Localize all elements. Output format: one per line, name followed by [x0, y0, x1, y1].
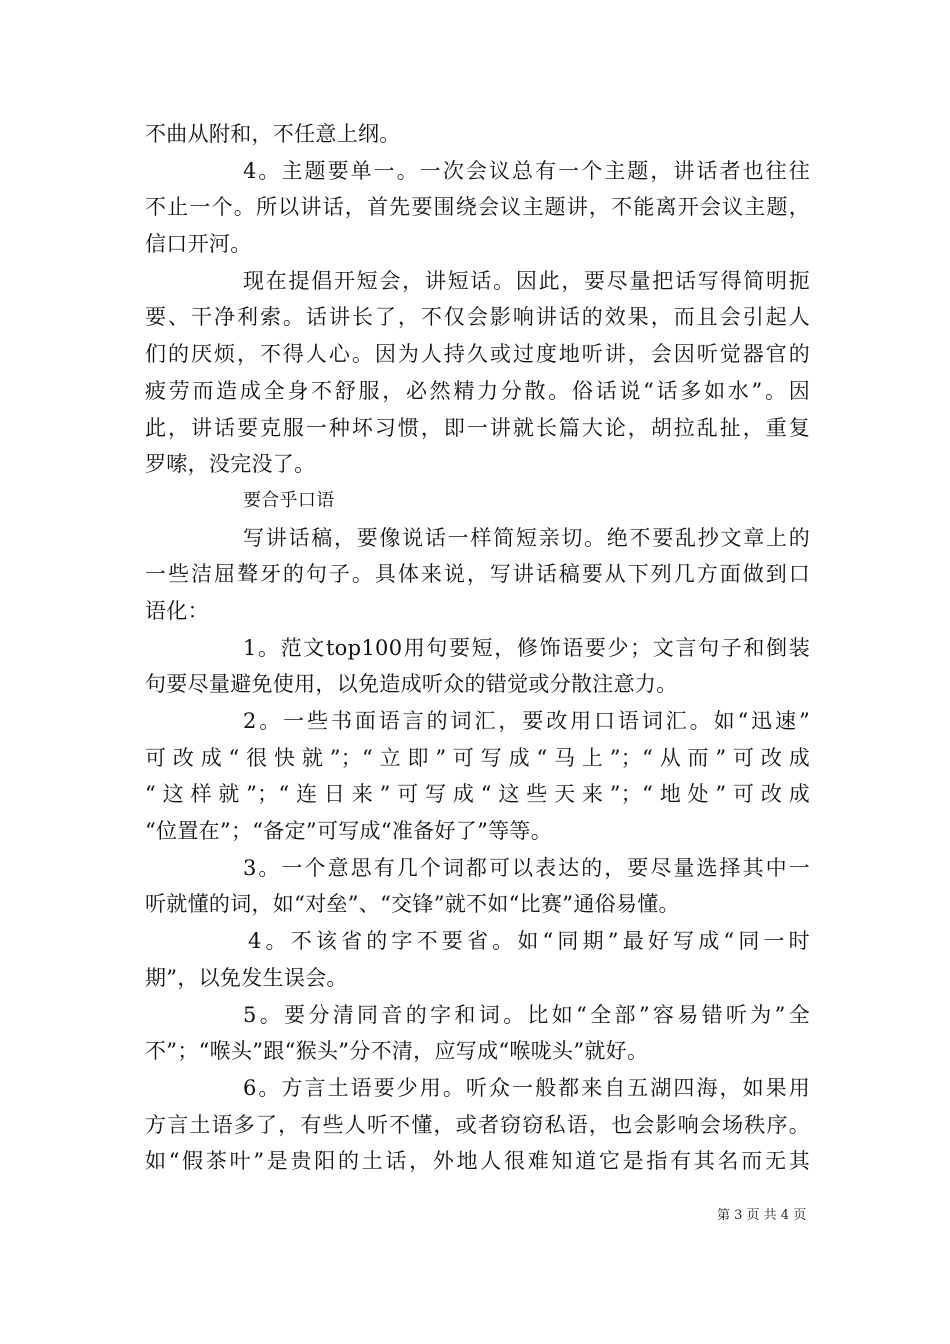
text-line: 疲劳而造成全身不舒服，必然精力分散。俗话说“话多如水”。因 [145, 378, 810, 403]
text-line: “这样就”；“连日来”可写成“这些天来”；“地处”可改成 [145, 782, 810, 807]
text-line: 如“假茶叶”是贵阳的土话，外地人很难知道它是指有其名而无其 [145, 1149, 810, 1174]
text-line: 罗嗦，没完没了。 [145, 452, 316, 477]
section-heading: 要合乎口语 [243, 489, 335, 511]
text-line: 信口开河。 [145, 232, 252, 257]
document-body [145, 116, 810, 1180]
text-line: 2。一些书面语言的词汇，要改用口语词汇。如“迅速” [243, 709, 810, 733]
text-line: 6。方言土语要少用。听众一般都来自五湖四海，如果用 [243, 1075, 810, 1100]
text-line: 不止一个。所以讲话，首先要围绕会议主题讲，不能离开会议主题， [145, 195, 810, 220]
text-line: 可改成“很快就”；“立即”可写成“马上”；“从而”可改成 [145, 745, 810, 770]
text-line: 一些洁屈聱牙的句子。具体来说，写讲话稿要从下列几方面做到口 [145, 562, 810, 587]
text-line: 期”，以免发生误会。 [145, 965, 348, 990]
text-line: 语化： [145, 598, 209, 623]
text-line: 4。主题要单一。一次会议总有一个主题，讲话者也往往 [243, 158, 810, 183]
text-line: 写讲话稿，要像说话一样简短亲切。绝不要乱抄文章上的 [243, 525, 810, 550]
text-line: 此，讲话要克服一种坏习惯，即一讲就长篇大论，胡拉乱扯，重复 [145, 415, 810, 440]
text-line: 现在提倡开短会，讲短话。因此，要尽量把话写得简明扼 [243, 268, 810, 293]
text-line: 方言土语多了，有些人听不懂，或者窃窃私语，也会影响会场秩序。 [145, 1112, 810, 1137]
text-line: 不”；“喉头”跟“猴头”分不清，应写成“喉咙头”就好。 [145, 1039, 649, 1064]
text-line: 要、干净利索。话讲长了，不仅会影响讲话的效果，而且会引起人 [145, 305, 810, 330]
text-line: 听就懂的词，如“对垒”、“交锋”就不如“比赛”通俗易懂。 [145, 892, 680, 917]
text-line: 1。范文top100用句要短，修饰语要少；文言句子和倒装 [243, 635, 810, 660]
text-line: 4。不该省的字不要省。如“同期”最好写成“同一时 [248, 929, 810, 954]
text-line: 句要尽量避免使用，以免造成听众的错觉或分散注意力。 [145, 672, 678, 697]
text-line: 们的厌烦，不得人心。因为人持久或过度地听讲，会因听觉器官的 [145, 342, 810, 367]
page-number: 第 3 页 共 4 页 [717, 1208, 807, 1223]
text-line: 不曲从附和，不任意上纲。 [145, 122, 401, 146]
text-line: “位置在”；“备定”可写成“准备好了”等等。 [145, 819, 553, 844]
text-line: 3。一个意思有几个词都可以表达的，要尽量选择其中一 [243, 855, 810, 880]
text-line: 5。要分清同音的字和词。比如“全部”容易错听为”全 [243, 1002, 810, 1027]
